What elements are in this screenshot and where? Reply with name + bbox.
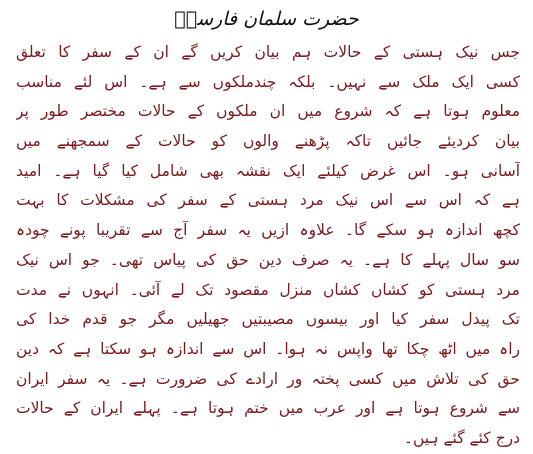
text-line: کچھ اندازہ ہو سکے گا۔ علاوہ ازیں یہ سفر آج سے تقریبا پونے چودہ xyxy=(16,221,520,240)
page-title: حضرت سلمان فارسیؓ xyxy=(174,8,359,30)
text-line: سو سال پہلے کا ہے۔ یہ صرف دین حق کی پیاس تھی۔ جو اس نیک xyxy=(16,250,520,269)
text-line: آسانی ہو۔ اس غرض کیلئے ایک نقشہ بھی شامل کیا گیا ہے۔ امید xyxy=(16,161,520,180)
text-line: سے شروع ہوتا ہے اور عرب میں ختم ہوتا ہے۔ پہلے ایران کے حالات xyxy=(16,399,520,418)
text-line: مرد ہستی کو کشاں کشاں منزل مقصود تک لے آئی۔ انہوں نے مدت xyxy=(16,280,520,299)
text-line: ہے کہ اس سے اس نیک مرد ہستی کے سفر کی مشکلات کا بہت xyxy=(16,191,520,210)
text-line: درج کئے گئے ہیں۔ xyxy=(403,428,520,447)
body-paragraph xyxy=(16,38,520,454)
text-line: بیان کردیئے جائیں تاکہ پڑھنے والوں کو حالات کے سمجھنے میں xyxy=(16,132,520,151)
text-line: کسی ایک ملک سے نہیں۔ بلکہ چندملکوں سے ہے۔ اس لئے مناسب xyxy=(16,72,520,91)
text-line: معلوم ہوتا ہے کہ شروع میں ان ملکوں کے حالات مختصر طور پر xyxy=(16,102,520,121)
text-line: راہ میں اٹھ چکا تھا واپس نہ ہوا۔ اس سے اندازہ ہو سکتا ہے کہ دین xyxy=(16,339,520,358)
text-line: تک پیدل سفر کیا اور بیسوں مصیبتیں جھیلیں مگر جو قدم خدا کی xyxy=(16,310,520,329)
text-line: حق کی تلاش میں کسی پختہ ور ارادے کی ضرورت ہے۔ یہ سفر ایران xyxy=(16,369,520,388)
text-line: جس نیک ہستی کے حالات ہم بیان کریں گے ان کے سفر کا تعلق xyxy=(16,43,520,61)
